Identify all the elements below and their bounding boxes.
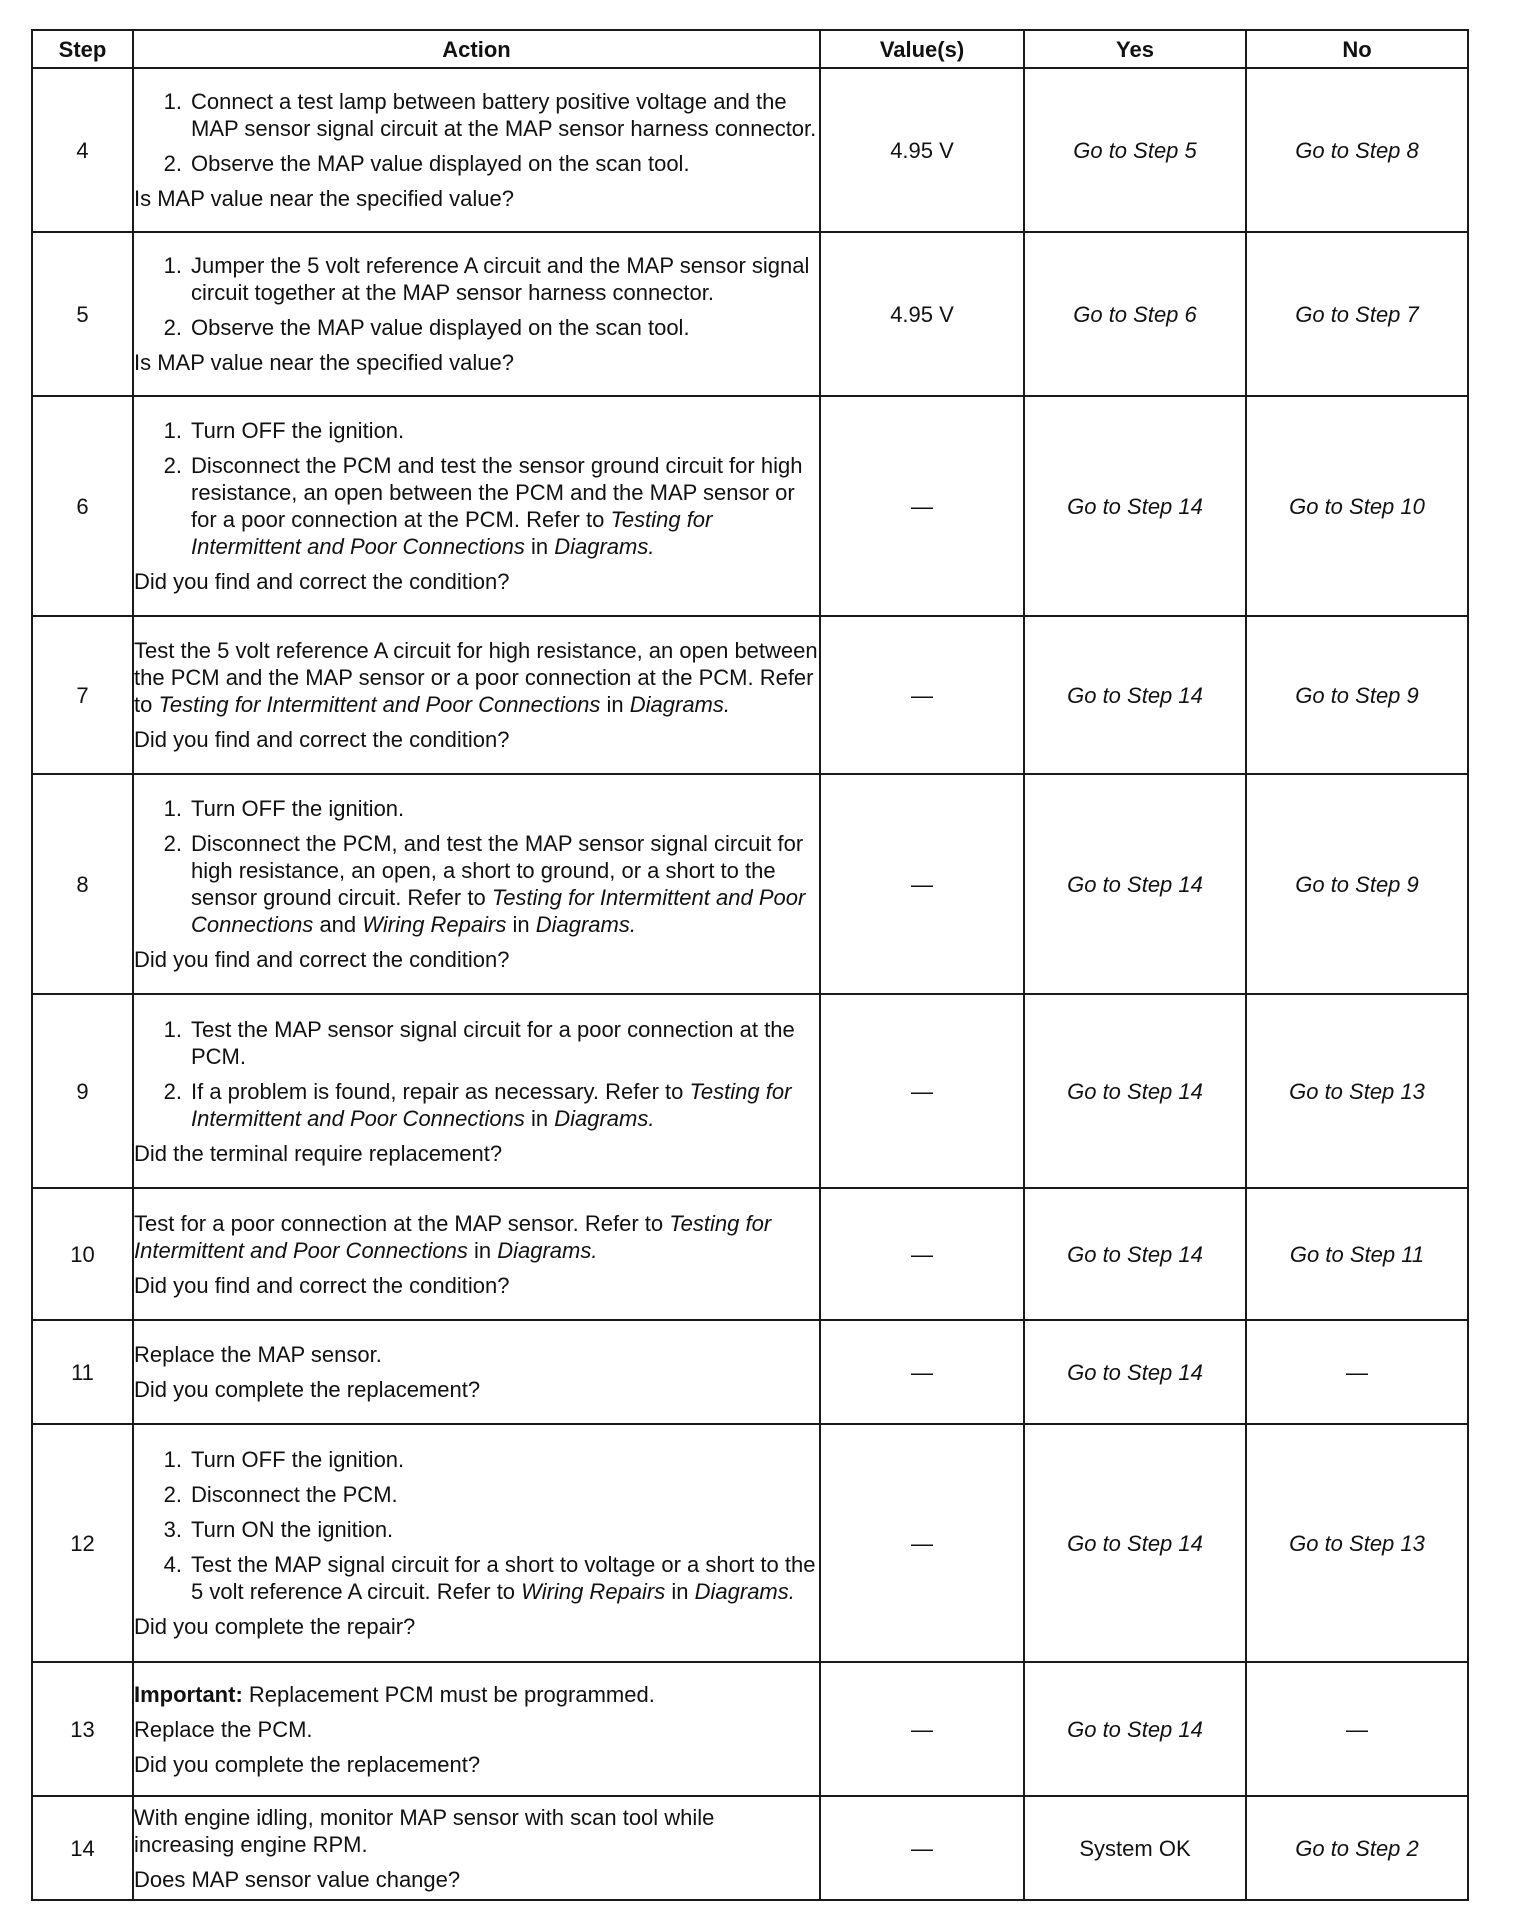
list-item: 1. Turn OFF the ignition. xyxy=(163,796,405,821)
list-item: 2. Disconnect the PCM. xyxy=(163,1482,398,1507)
action-cell xyxy=(133,68,820,232)
question-text: Is MAP value near the specified value? xyxy=(134,186,514,211)
value-cell: — xyxy=(820,1662,1024,1796)
yes-cell: System OK xyxy=(1024,1796,1246,1900)
yes-cell: Go to Step 5 xyxy=(1024,68,1246,232)
table-row xyxy=(32,1320,1468,1424)
action-cell xyxy=(133,1424,820,1662)
no-cell: Go to Step 2 xyxy=(1246,1796,1468,1900)
action-text: Test the 5 volt reference A circuit for high resistance, an open between the PCM and the MAP sensor or a poor connection at the PCM. Refer to Testing for Intermittent and Poor Connections in Diagrams. xyxy=(134,638,818,717)
header-action: Action xyxy=(133,30,820,68)
step-number: 6 xyxy=(32,396,133,616)
step-number: 4 xyxy=(32,68,133,232)
table-row xyxy=(32,1662,1468,1796)
list-item: 2. If a problem is found, repair as necessary. Refer to Testing for Intermittent and Poor Connections in Diagrams. xyxy=(163,1078,792,1131)
no-cell: — xyxy=(1246,1662,1468,1796)
yes-cell: Go to Step 14 xyxy=(1024,1424,1246,1662)
action-text: Replace the PCM. xyxy=(134,1716,313,1742)
question-text: Did the terminal require replacement? xyxy=(134,1140,503,1166)
yes-cell: Go to Step 14 xyxy=(1024,1662,1246,1796)
no-cell: Go to Step 7 xyxy=(1246,232,1468,396)
no-cell: Go to Step 8 xyxy=(1246,68,1468,232)
table-row xyxy=(32,232,1468,396)
question-text: Did you find and correct the condition? xyxy=(134,727,510,752)
header-step: Step xyxy=(32,30,133,68)
step-number: 9 xyxy=(32,994,133,1188)
action-text: With engine idling, monitor MAP sensor with scan tool while increasing engine RPM. xyxy=(134,1804,715,1857)
value-cell: — xyxy=(820,616,1024,774)
step-number: 14 xyxy=(32,1796,133,1900)
question-text: Does MAP sensor value change? xyxy=(134,1866,461,1892)
value-cell: — xyxy=(820,994,1024,1188)
no-cell: Go to Step 9 xyxy=(1246,616,1468,774)
action-cell xyxy=(133,774,820,994)
no-cell: Go to Step 11 xyxy=(1246,1188,1468,1320)
value-cell: — xyxy=(820,1320,1024,1424)
value-cell: — xyxy=(820,396,1024,616)
question-text: Did you find and correct the condition? xyxy=(134,1272,510,1298)
table-row xyxy=(32,994,1468,1188)
value-cell: — xyxy=(820,1796,1024,1900)
yes-cell: Go to Step 14 xyxy=(1024,994,1246,1188)
value-cell: — xyxy=(820,1424,1024,1662)
list-item: 2. Disconnect the PCM, and test the MAP sensor signal circuit for high resistance, an open, a short to ground, or a short to the sensor ground circuit. Refer to Testing for Intermittent and Poor Connections and Wiring Repairs in Diagrams. xyxy=(163,831,806,937)
list-item: 1. Turn OFF the ignition. xyxy=(163,418,405,443)
action-cell xyxy=(133,1796,820,1900)
step-number: 11 xyxy=(32,1320,133,1424)
important-note: Important: Replacement PCM must be programmed. xyxy=(134,1681,655,1707)
table-row xyxy=(32,68,1468,232)
list-item: 1. Test the MAP sensor signal circuit for a poor connection at the PCM. xyxy=(163,1016,795,1069)
action-cell xyxy=(133,232,820,396)
table-row xyxy=(32,1188,1468,1320)
step-number: 12 xyxy=(32,1424,133,1662)
value-cell: — xyxy=(820,1188,1024,1320)
header-yes: Yes xyxy=(1024,30,1246,68)
header-no: No xyxy=(1246,30,1468,68)
table-row xyxy=(32,396,1468,616)
header-values: Value(s) xyxy=(820,30,1024,68)
table-row xyxy=(32,616,1468,774)
value-cell: 4.95 V xyxy=(820,232,1024,396)
yes-cell: Go to Step 14 xyxy=(1024,1188,1246,1320)
list-item: 1. Connect a test lamp between battery positive voltage and the MAP sensor signal circuit at the MAP sensor harness connector. xyxy=(163,89,817,141)
action-cell xyxy=(133,994,820,1188)
question-text: Did you complete the replacement? xyxy=(134,1377,481,1402)
diagnostic-table xyxy=(31,29,1469,1901)
step-number: 8 xyxy=(32,774,133,994)
yes-cell: Go to Step 6 xyxy=(1024,232,1246,396)
action-cell xyxy=(133,1320,820,1424)
action-cell xyxy=(133,616,820,774)
value-cell: — xyxy=(820,774,1024,994)
no-cell: Go to Step 10 xyxy=(1246,396,1468,616)
list-item: 2. Observe the MAP value displayed on the scan tool. xyxy=(163,151,690,176)
question-text: Is MAP value near the specified value? xyxy=(134,350,514,375)
action-cell xyxy=(133,396,820,616)
question-text: Did you complete the replacement? xyxy=(134,1751,481,1777)
action-cell xyxy=(133,1662,820,1796)
list-item: 2. Observe the MAP value displayed on the scan tool. xyxy=(163,315,690,340)
no-cell: Go to Step 9 xyxy=(1246,774,1468,994)
yes-cell: Go to Step 14 xyxy=(1024,396,1246,616)
yes-cell: Go to Step 14 xyxy=(1024,616,1246,774)
list-item: 1. Jumper the 5 volt reference A circuit and the MAP sensor signal circuit together at the MAP sensor harness connector. xyxy=(163,253,810,305)
question-text: Did you find and correct the condition? xyxy=(134,569,510,594)
list-item: 2. Disconnect the PCM and test the sensor ground circuit for high resistance, an open between the PCM and the MAP sensor or for a poor connection at the PCM. Refer to Testing for Intermittent and Poor Connections in Diagrams. xyxy=(163,453,803,559)
table-row xyxy=(32,1424,1468,1662)
yes-cell: Go to Step 14 xyxy=(1024,1320,1246,1424)
list-item: 1. Turn OFF the ignition. xyxy=(163,1447,405,1472)
no-cell: Go to Step 13 xyxy=(1246,994,1468,1188)
question-text: Did you find and correct the condition? xyxy=(134,947,510,972)
list-item: 3. Turn ON the ignition. xyxy=(163,1517,394,1542)
value-cell: 4.95 V xyxy=(820,68,1024,232)
action-text: Test for a poor connection at the MAP sensor. Refer to Testing for Intermittent and Poor Connections in Diagrams. xyxy=(134,1210,772,1263)
action-cell xyxy=(133,1188,820,1320)
table-row xyxy=(32,774,1468,994)
list-item: 4. Test the MAP signal circuit for a short to voltage or a short to the 5 volt reference A circuit. Refer to Wiring Repairs in Diagrams. xyxy=(163,1552,816,1604)
yes-cell: Go to Step 14 xyxy=(1024,774,1246,994)
action-text: Replace the MAP sensor. xyxy=(134,1342,382,1367)
step-number: 13 xyxy=(32,1662,133,1796)
table-row xyxy=(32,1796,1468,1900)
step-number: 10 xyxy=(32,1188,133,1320)
no-cell: — xyxy=(1246,1320,1468,1424)
step-number: 7 xyxy=(32,616,133,774)
no-cell: Go to Step 13 xyxy=(1246,1424,1468,1662)
step-number: 5 xyxy=(32,232,133,396)
header-row xyxy=(32,30,1468,68)
question-text: Did you complete the repair? xyxy=(134,1614,416,1639)
